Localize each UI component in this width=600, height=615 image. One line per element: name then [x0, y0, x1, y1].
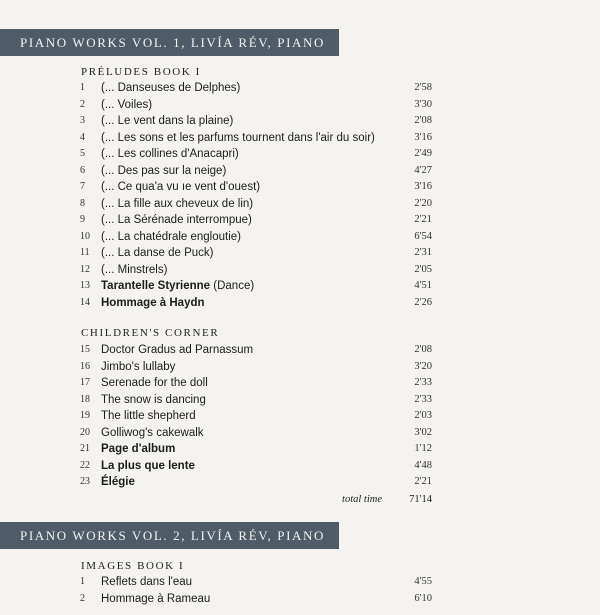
total-time-row [0, 492, 600, 508]
track-row [0, 179, 600, 196]
track-row [0, 245, 600, 262]
volume-2-banner: PIANO WORKS VOL. 2, LIVÍA RÉV, PIANO [0, 522, 339, 549]
track-title-text: (... Le vent dans la plaine) [101, 115, 234, 127]
track-title [101, 375, 208, 392]
track-title-text: (... Voiles) [101, 98, 153, 111]
track-number: 17 [80, 377, 90, 388]
track-duration: 2'03 [414, 410, 432, 421]
track-number: 10 [80, 230, 90, 242]
track-duration: 6'10 [414, 592, 432, 604]
track-title [101, 196, 253, 213]
track-number: 20 [80, 426, 90, 438]
track-number: 12 [80, 263, 90, 275]
track-title-text: (... La fille aux cheveux de lin) [101, 197, 254, 210]
track-duration: 3'20 [414, 360, 432, 372]
track-title-text: (... Ce qua'a vu ıe vent d'ouest) [101, 181, 261, 193]
track-duration: 2'58 [414, 82, 432, 93]
section-title-preludes: PRÉLUDES BOOK I [81, 66, 201, 78]
track-row [0, 295, 600, 312]
track-list-images-book-1 [0, 574, 600, 607]
track-number: 18 [80, 393, 90, 405]
track-duration: 2'21 [414, 214, 432, 225]
track-title [101, 278, 254, 295]
track-title [101, 212, 252, 229]
track-duration: 3'16 [414, 181, 432, 192]
track-title-text: Tarantelle Styrienne [101, 280, 211, 292]
track-row [0, 574, 600, 591]
track-row [0, 441, 600, 458]
track-number: 8 [80, 197, 85, 209]
track-title [101, 97, 152, 114]
track-row [0, 591, 600, 608]
track-duration: 1'12 [414, 443, 432, 454]
track-number: 9 [80, 214, 85, 225]
track-title-text: (... Les collines d'Anacapri) [101, 148, 239, 160]
track-row [0, 212, 600, 229]
track-duration: 4'27 [414, 164, 432, 176]
track-number: 6 [80, 164, 85, 176]
track-duration: 2'26 [414, 296, 432, 308]
track-title-text: Hommage à Rameau [101, 592, 211, 605]
track-row [0, 130, 600, 147]
track-title [101, 408, 196, 425]
track-title-text: The little shepherd [101, 410, 196, 422]
track-title [101, 474, 135, 491]
track-list-childrens-corner [0, 342, 600, 491]
total-time-value: 71'14 [409, 494, 432, 505]
track-title [101, 113, 233, 130]
track-row [0, 146, 600, 163]
track-number: 2 [80, 98, 85, 110]
track-number: 3 [80, 115, 85, 126]
track-number: 19 [80, 410, 90, 421]
track-row [0, 359, 600, 376]
track-list-preludes [0, 80, 600, 311]
track-row [0, 113, 600, 130]
section-title-images-book-1: IMAGES BOOK I [81, 560, 185, 572]
track-title-text: (... Des pas sur la neige) [101, 164, 227, 177]
track-title-text: (... Danseuses de Delphes) [101, 82, 241, 94]
track-title-text: Doctor Gradus ad Parnassum [101, 344, 254, 356]
track-number: 11 [80, 247, 90, 258]
track-title [101, 392, 206, 409]
track-duration: 2'49 [414, 148, 432, 159]
track-duration: 3'16 [414, 131, 432, 143]
track-title-text: Élégie [101, 476, 135, 488]
track-row [0, 278, 600, 295]
track-row [0, 408, 600, 425]
track-title-suffix: (Dance) [210, 280, 255, 292]
track-row [0, 196, 600, 213]
track-title [101, 591, 210, 608]
track-title [101, 342, 253, 359]
track-title [101, 163, 226, 180]
track-title [101, 441, 175, 458]
track-title [101, 146, 239, 163]
track-duration: 6'54 [414, 230, 432, 242]
track-number: 16 [80, 360, 90, 372]
track-duration: 2'33 [414, 393, 432, 405]
track-title-text: (... Minstrels) [101, 263, 168, 276]
track-title [101, 574, 192, 591]
total-time-label: total time [342, 494, 382, 505]
track-title [101, 229, 241, 246]
track-title-text: Hommage à Haydn [101, 296, 205, 309]
track-row [0, 229, 600, 246]
track-row [0, 474, 600, 491]
track-row [0, 97, 600, 114]
track-title-text: Jimbo's lullaby [101, 360, 176, 373]
track-title-text: The snow is dancing [101, 393, 206, 406]
track-duration: 2'05 [414, 263, 432, 275]
track-number: 1 [80, 576, 85, 587]
track-title-text: Serenade for the doll [101, 377, 208, 389]
track-row [0, 163, 600, 180]
track-duration: 4'51 [414, 280, 432, 291]
track-number: 13 [80, 280, 90, 291]
track-title-text: (... Les sons et les parfums tournent dans l'air du soir) [101, 131, 375, 144]
track-duration: 3'30 [414, 98, 432, 110]
track-duration: 2'08 [414, 115, 432, 126]
track-row [0, 375, 600, 392]
track-title-text: La plus que lente [101, 459, 195, 472]
track-duration: 2'08 [414, 344, 432, 355]
track-title [101, 295, 205, 312]
track-number: 22 [80, 459, 90, 471]
track-title-text: Reflets dans l'eau [101, 576, 193, 588]
track-duration: 3'02 [414, 426, 432, 438]
track-title [101, 359, 175, 376]
track-title [101, 262, 167, 279]
track-title [101, 80, 240, 97]
track-duration: 2'33 [414, 377, 432, 388]
track-number: 7 [80, 181, 85, 192]
track-title-text: (... La danse de Puck) [101, 247, 214, 259]
volume-1-banner: PIANO WORKS VOL. 1, LIVÍA RÉV, PIANO [0, 29, 339, 56]
track-duration: 2'20 [414, 197, 432, 209]
track-row [0, 80, 600, 97]
track-number: 5 [80, 148, 85, 159]
track-title-text: (... La Sérénade interrompue) [101, 214, 252, 226]
track-duration: 4'55 [414, 576, 432, 587]
track-row [0, 458, 600, 475]
track-title-text: Golliwog's cakewalk [101, 426, 204, 439]
track-title [101, 425, 204, 442]
section-title-childrens-corner: CHILDREN'S CORNER [81, 327, 220, 339]
track-duration: 2'21 [414, 476, 432, 487]
track-number: 14 [80, 296, 90, 308]
track-title [101, 458, 195, 475]
track-number: 2 [80, 592, 85, 604]
track-row [0, 342, 600, 359]
track-number: 21 [80, 443, 90, 454]
track-title-text: Page d'album [101, 443, 176, 455]
track-title [101, 245, 214, 262]
track-number: 23 [80, 476, 90, 487]
track-row [0, 425, 600, 442]
track-number: 4 [80, 131, 85, 143]
track-row [0, 262, 600, 279]
track-duration: 4'48 [414, 459, 432, 471]
track-row [0, 392, 600, 409]
track-number: 1 [80, 82, 85, 93]
track-title [101, 130, 375, 147]
track-number: 15 [80, 344, 90, 355]
track-title-text: (... La chatédrale engloutie) [101, 230, 242, 243]
track-title [101, 179, 260, 196]
track-duration: 2'31 [414, 247, 432, 258]
